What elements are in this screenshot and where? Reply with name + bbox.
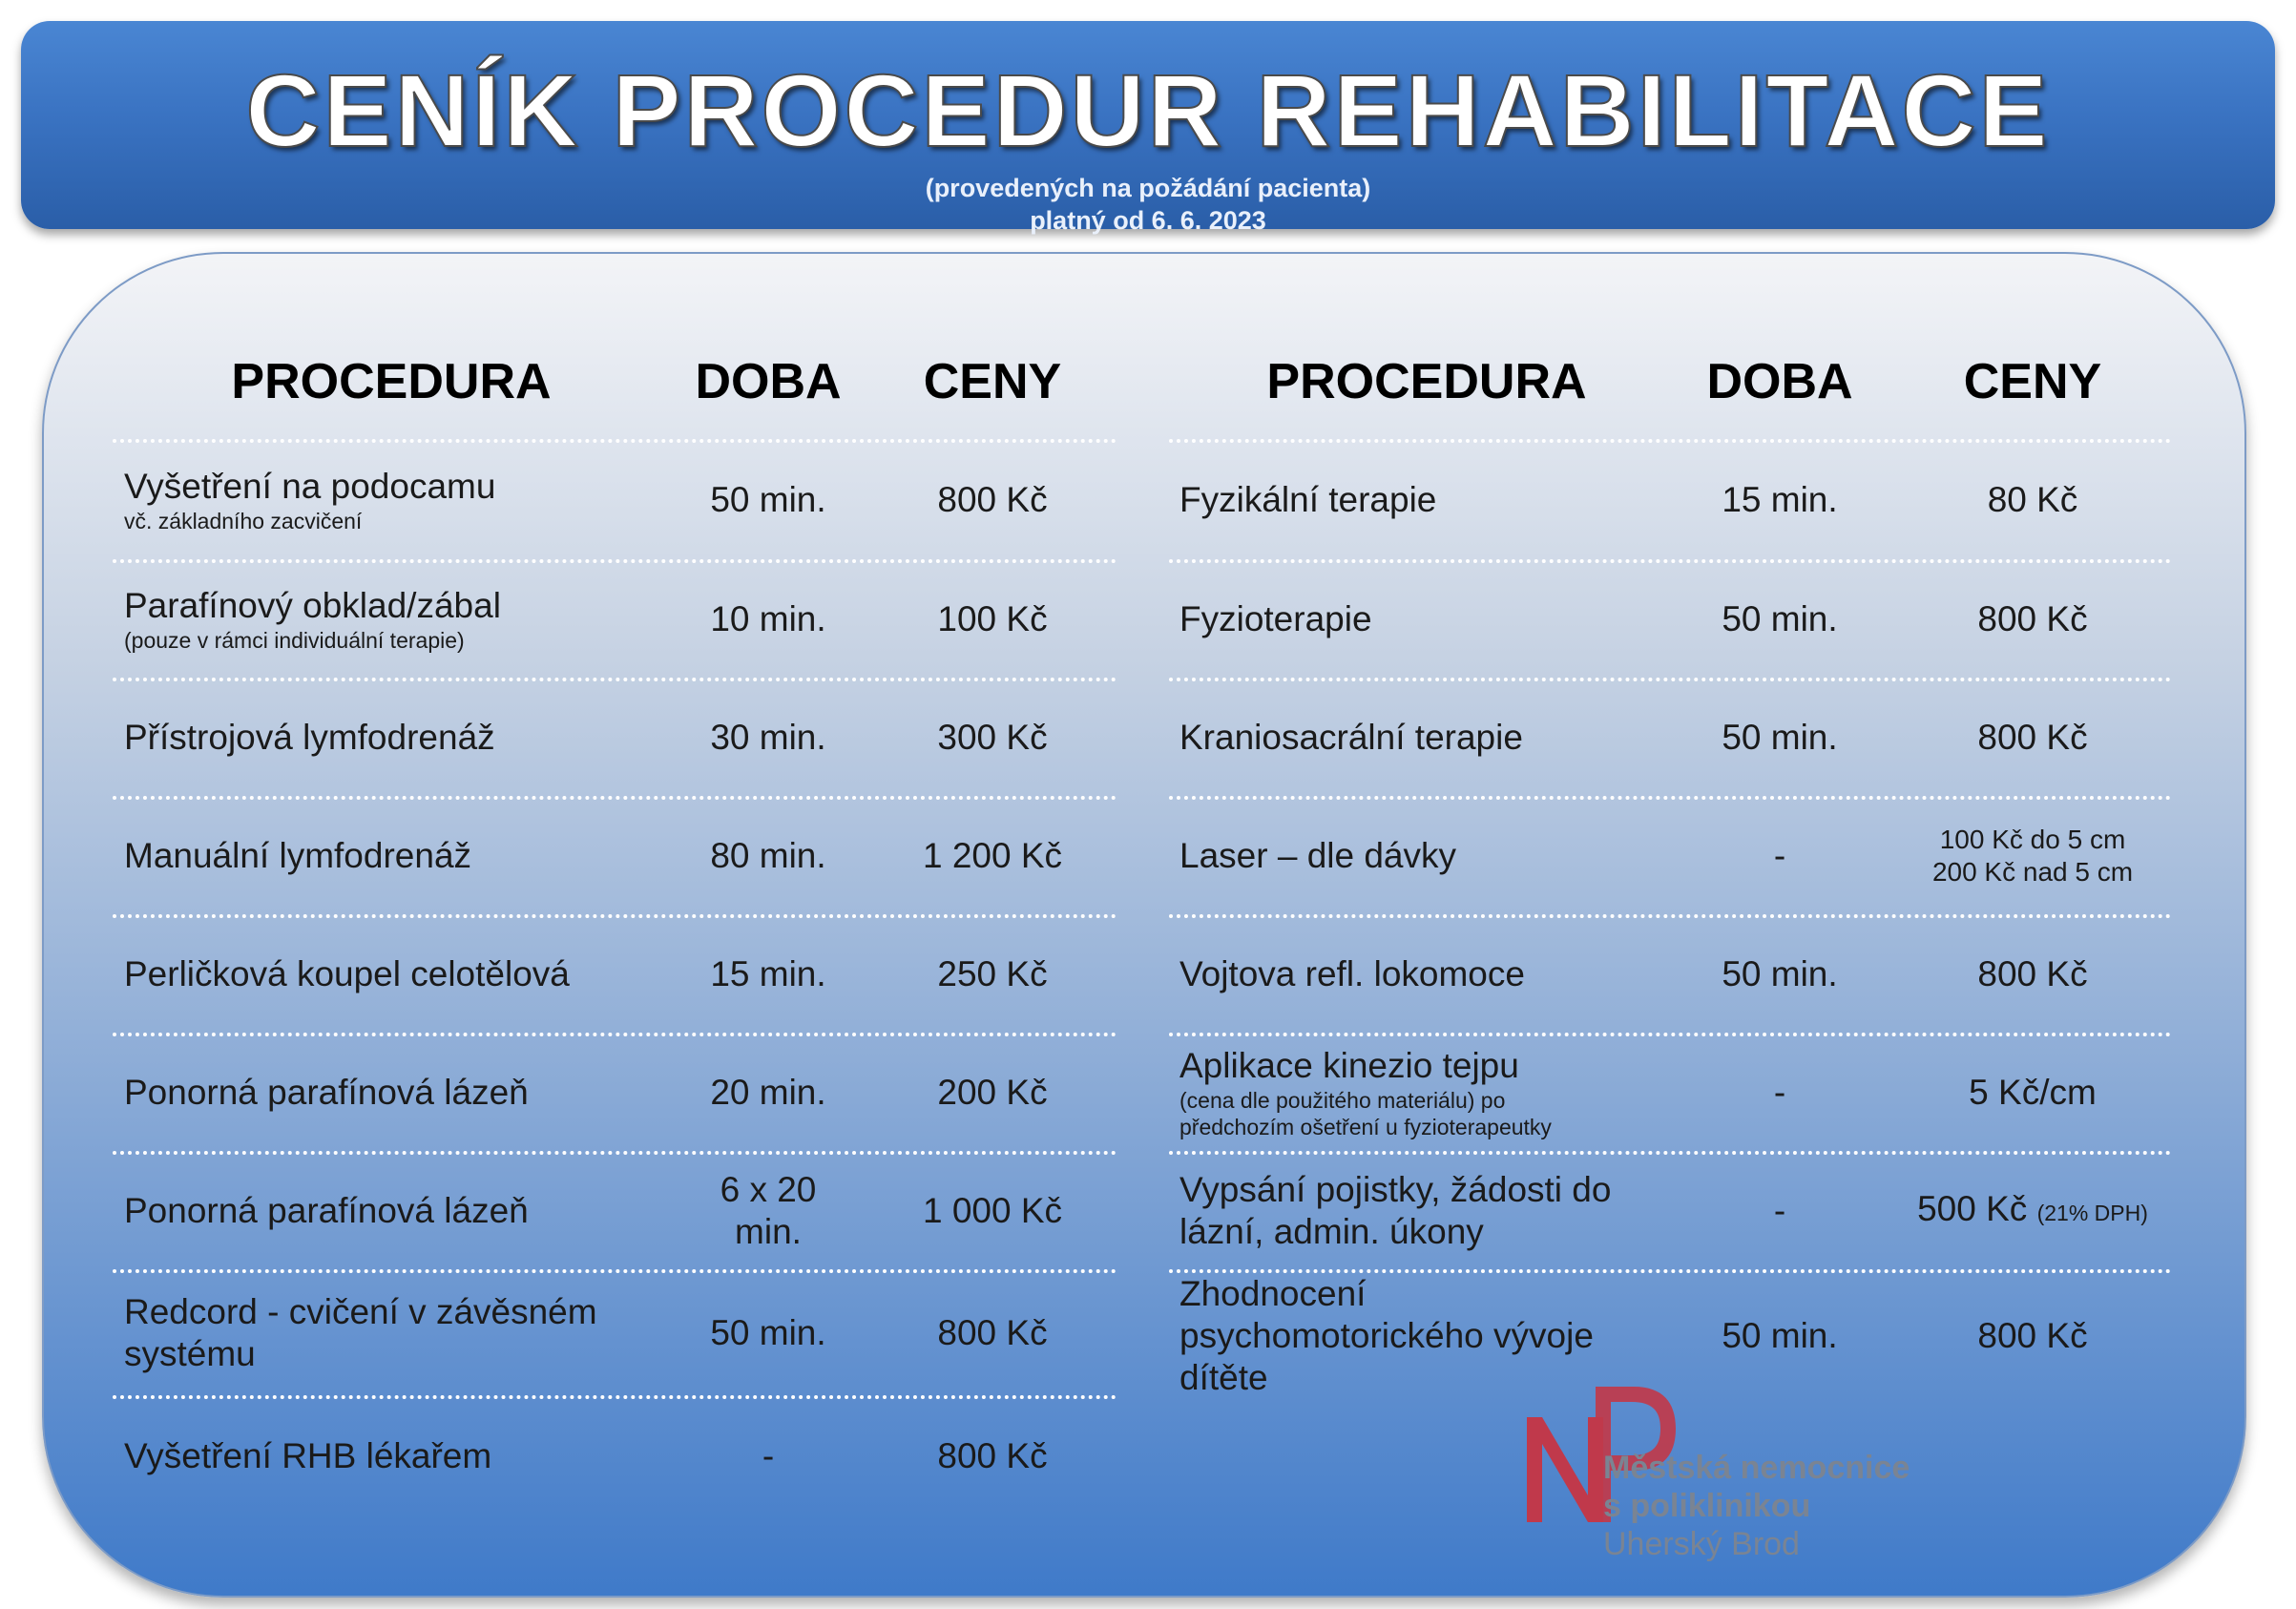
duration-line-2: min. bbox=[735, 1212, 802, 1251]
right-row-5-price: 800 Kč bbox=[1977, 954, 2088, 993]
procedure-note: (pouze v rámci individuální terapie) bbox=[124, 628, 465, 653]
procedure-name: Fyzioterapie bbox=[1179, 599, 1372, 638]
right-row-4-duration: - bbox=[1773, 836, 1786, 875]
procedure-name-line-1: Redcord - cvičení v závěsném bbox=[124, 1292, 597, 1331]
left-row-3-procedure bbox=[124, 679, 668, 796]
left-row-5-price: 250 Kč bbox=[937, 954, 1048, 993]
procedure-name: Aplikace kinezio tejpu bbox=[1179, 1046, 1519, 1085]
procedure-name: Laser – dle dávky bbox=[1179, 836, 1457, 875]
left-row-2-duration: 10 min. bbox=[710, 599, 826, 638]
procedure-name-line-1: Vypsání pojistky, žádosti do bbox=[1179, 1170, 1612, 1209]
right-row-3-procedure bbox=[1179, 679, 1676, 796]
left-row-7-procedure bbox=[124, 1153, 668, 1269]
procedure-name: Vyšetření RHB lékařem bbox=[124, 1436, 492, 1475]
price-line-2: 200 Kč nad 5 cm bbox=[1931, 857, 2134, 887]
left-header-procedure: PROCEDURA bbox=[231, 354, 552, 409]
left-row-3-price: 300 Kč bbox=[937, 718, 1048, 757]
right-row-6-price: 5 Kč/cm bbox=[1969, 1073, 2097, 1112]
left-row-1-duration: 50 min. bbox=[710, 480, 826, 519]
right-row-5-procedure bbox=[1179, 916, 1676, 1033]
procedure-name: Perličková koupel celotělová bbox=[124, 954, 570, 993]
right-row-3-price: 800 Kč bbox=[1977, 718, 2088, 757]
right-row-7-duration: - bbox=[1773, 1191, 1786, 1230]
procedure-note-line-2: předchozím ošetření u fyzioterapeutky bbox=[1179, 1115, 1552, 1139]
left-row-4-price: 1 200 Kč bbox=[922, 836, 1063, 875]
procedure-name: Ponorná parafínová lázeň bbox=[124, 1073, 529, 1112]
procedure-name: Kraniosacrální terapie bbox=[1179, 718, 1523, 757]
right-row-4-price bbox=[1899, 798, 2166, 914]
procedure-name-line-1: Zhodnocení bbox=[1179, 1274, 1367, 1313]
left-row-4-duration: 80 min. bbox=[710, 836, 826, 875]
right-row-8-duration: 50 min. bbox=[1722, 1316, 1838, 1355]
price-with-note bbox=[1917, 1188, 2148, 1234]
procedure-name: Přístrojová lymfodrenáž bbox=[124, 718, 495, 757]
duration-line-1: 6 x 20 bbox=[720, 1170, 817, 1209]
logo-text-line-1: Městská nemocnice bbox=[1603, 1450, 1910, 1486]
right-row-2-duration: 50 min. bbox=[1722, 599, 1838, 638]
right-row-1-price: 80 Kč bbox=[1987, 480, 2078, 519]
procedure-name: Parafínový obklad/zábal bbox=[124, 586, 501, 625]
left-header-price: CENY bbox=[923, 354, 1062, 409]
price-line-1: 100 Kč do 5 cm bbox=[1939, 825, 2126, 854]
procedure-name: Ponorná parafínová lázeň bbox=[124, 1191, 529, 1230]
left-row-8-price: 800 Kč bbox=[937, 1313, 1048, 1352]
price-value: 500 Kč bbox=[1917, 1189, 2028, 1228]
header-banner bbox=[21, 21, 2275, 235]
right-row-2-procedure bbox=[1179, 561, 1676, 678]
procedure-name-line-2: lázní, admin. úkony bbox=[1179, 1212, 1484, 1251]
procedure-name-line-2: systému bbox=[124, 1334, 256, 1373]
procedure-name: Vojtova refl. lokomoce bbox=[1179, 954, 1525, 993]
subtitle-line-1: (provedených na požádání pacienta) bbox=[925, 174, 1371, 202]
procedure-name: Fyzikální terapie bbox=[1179, 480, 1437, 519]
right-header-procedure: PROCEDURA bbox=[1266, 354, 1587, 409]
left-row-7-duration bbox=[673, 1153, 864, 1269]
left-row-9-price: 800 Kč bbox=[937, 1436, 1048, 1475]
left-row-9-duration: - bbox=[762, 1436, 775, 1475]
page-subtitle bbox=[21, 172, 2275, 237]
procedure-note-line-1: (cena dle použitého materiálu) po bbox=[1179, 1088, 1506, 1113]
procedure-name-line-2: psychomotorického vývoje bbox=[1179, 1316, 1594, 1355]
left-row-2-price: 100 Kč bbox=[937, 599, 1048, 638]
right-row-4-procedure bbox=[1179, 798, 1676, 914]
left-row-5-procedure bbox=[124, 916, 668, 1033]
logo-text-line-2: s poliklinikou bbox=[1603, 1488, 1811, 1524]
logo-text-line-3: Uherský Brod bbox=[1603, 1526, 1800, 1562]
left-header-duration: DOBA bbox=[695, 354, 842, 409]
page-title: CENÍK PROCEDUR REHABILITACE bbox=[245, 52, 2051, 168]
left-row-8-duration: 50 min. bbox=[710, 1313, 826, 1352]
left-row-8-procedure bbox=[124, 1271, 668, 1395]
right-row-1-duration: 15 min. bbox=[1722, 480, 1838, 519]
right-row-5-duration: 50 min. bbox=[1722, 954, 1838, 993]
right-row-2-price: 800 Kč bbox=[1977, 599, 2088, 638]
right-row-8-price: 800 Kč bbox=[1977, 1316, 2088, 1355]
left-row-6-price: 200 Kč bbox=[937, 1073, 1048, 1112]
right-row-6-procedure bbox=[1179, 1034, 1695, 1151]
left-row-3-duration: 30 min. bbox=[710, 718, 826, 757]
left-row-9-procedure bbox=[124, 1397, 668, 1515]
left-row-1-price: 800 Kč bbox=[937, 480, 1048, 519]
price-vat-note: (21% DPH) bbox=[2036, 1201, 2148, 1225]
left-row-1-procedure bbox=[124, 441, 668, 559]
left-row-2-procedure bbox=[124, 561, 668, 678]
subtitle-line-2: platný od 6. 6. 2023 bbox=[1030, 206, 1266, 235]
procedure-name-line-3: dítěte bbox=[1179, 1358, 1268, 1397]
procedure-note: vč. základního zacvičení bbox=[124, 509, 363, 533]
right-row-7-price bbox=[1880, 1153, 2185, 1269]
right-row-7-procedure bbox=[1179, 1153, 1695, 1269]
left-row-4-procedure bbox=[124, 798, 668, 914]
right-row-3-duration: 50 min. bbox=[1722, 718, 1838, 757]
right-row-6-duration: - bbox=[1773, 1073, 1786, 1112]
right-header-price: CENY bbox=[1963, 354, 2102, 409]
left-row-6-procedure bbox=[124, 1034, 668, 1151]
right-header-duration: DOBA bbox=[1706, 354, 1853, 409]
procedure-name: Manuální lymfodrenáž bbox=[124, 836, 472, 875]
left-row-7-price: 1 000 Kč bbox=[922, 1191, 1063, 1230]
right-row-1-procedure bbox=[1179, 441, 1676, 559]
left-row-6-duration: 20 min. bbox=[710, 1073, 826, 1112]
left-row-5-duration: 15 min. bbox=[710, 954, 826, 993]
procedure-name: Vyšetření na podocamu bbox=[124, 467, 496, 506]
